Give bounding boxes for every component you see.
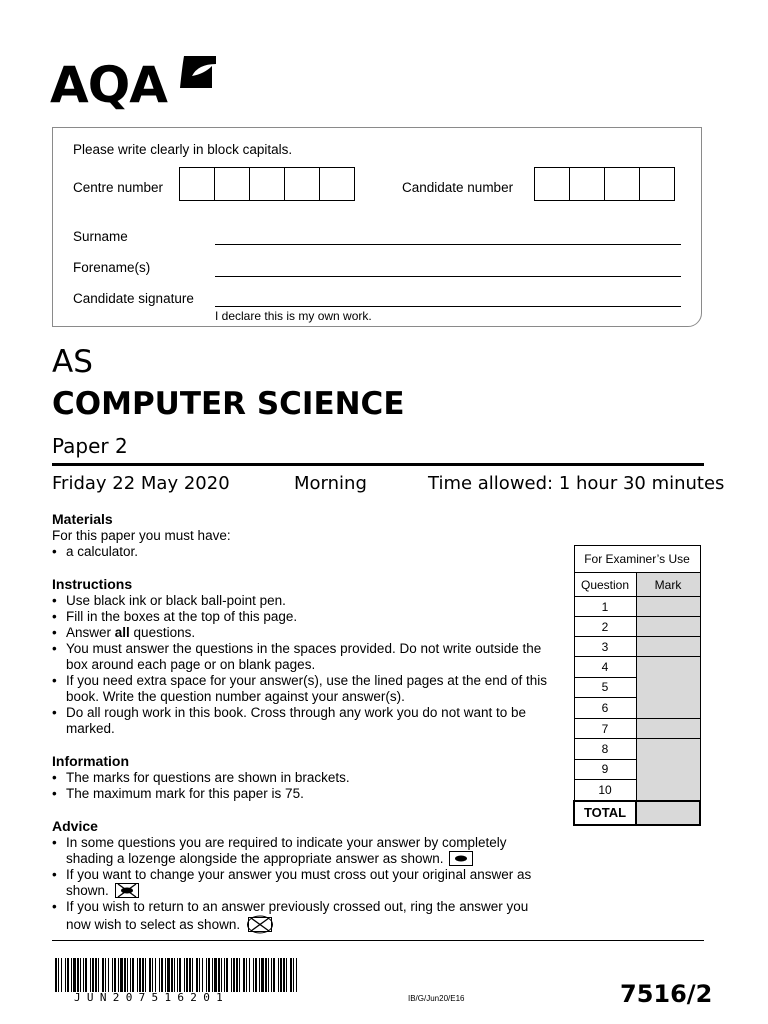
question-number: 8 xyxy=(574,739,636,760)
materials-intro: For this paper you must have: xyxy=(52,528,231,543)
question-number: 2 xyxy=(574,617,636,637)
question-number: 5 xyxy=(574,677,636,698)
title-divider xyxy=(52,463,704,466)
information-list xyxy=(52,770,556,802)
logo-wordmark: AQA xyxy=(50,56,167,114)
materials-heading: Materials xyxy=(52,511,113,527)
list-item: • Fill in the boxes at the top of this page. xyxy=(66,609,558,625)
ringed-lozenge-icon xyxy=(246,915,274,934)
question-column-header: Question xyxy=(574,573,636,597)
examiner-use-table xyxy=(573,545,701,826)
forename-label: Forename(s) xyxy=(73,260,151,275)
information-heading: Information xyxy=(52,753,129,769)
instructions-list xyxy=(52,593,558,737)
declaration-text: I declare this is my own work. xyxy=(215,309,372,323)
question-number: 1 xyxy=(574,597,636,617)
qualification-level: AS xyxy=(52,344,93,380)
footer-divider xyxy=(52,940,704,941)
list-item: • Use black ink or black ball-point pen. xyxy=(66,593,558,609)
crossed-lozenge-icon xyxy=(115,883,139,898)
advice-list xyxy=(52,835,556,934)
list-item: • a calculator. xyxy=(66,544,556,560)
paper-reference: IB/G/Jun20/E16 xyxy=(408,994,465,1003)
candidate-number-label: Candidate number xyxy=(402,180,514,195)
time-allowed: Time allowed: 1 hour 30 minutes xyxy=(428,473,725,494)
mark-cell xyxy=(636,617,700,637)
question-number: 9 xyxy=(574,759,636,780)
list-item: • In some questions you are required to indicate your answer by completely shading a lozenge alongside the appropriate answer as shown. xyxy=(66,835,556,867)
mark-cell xyxy=(636,657,700,719)
signature-label: Candidate signature xyxy=(73,291,194,306)
barcode-image xyxy=(55,958,300,992)
question-number: 4 xyxy=(574,657,636,678)
advice-heading: Advice xyxy=(52,818,98,834)
candidate-number-field[interactable] xyxy=(535,167,675,201)
instructions-heading: Instructions xyxy=(52,576,133,592)
materials-list xyxy=(52,544,556,560)
forename-field[interactable] xyxy=(215,276,681,277)
mark-cell xyxy=(636,739,700,801)
barcode-number: JUN207516201 xyxy=(74,991,230,1004)
question-number: 10 xyxy=(574,780,636,801)
examiner-table-title: For Examiner’s Use xyxy=(574,546,700,573)
shaded-lozenge-icon xyxy=(449,851,473,866)
mark-column-header: Mark xyxy=(636,573,700,597)
list-item: • If you wish to return to an answer previously crossed out, ring the answer you now wish to select as shown. xyxy=(66,899,556,934)
paper-title: Paper 2 xyxy=(52,434,128,458)
question-number: 6 xyxy=(574,698,636,719)
total-mark-cell xyxy=(636,801,700,825)
list-item: • Answer all questions. xyxy=(66,625,558,641)
paper-code: 7516/2 xyxy=(620,980,713,1008)
centre-number-field[interactable] xyxy=(180,167,355,201)
mark-cell xyxy=(636,719,700,739)
exam-date: Friday 22 May 2020 xyxy=(52,473,230,494)
centre-number-label: Centre number xyxy=(73,180,164,195)
list-item: • The marks for questions are shown in brackets. xyxy=(66,770,556,786)
list-item: • The maximum mark for this paper is 75. xyxy=(66,786,556,802)
exam-session: Morning xyxy=(294,473,367,494)
mark-cell xyxy=(636,597,700,617)
aqa-logo xyxy=(50,52,220,114)
list-item: • If you need extra space for your answer(s), use the lined pages at the end of this book. Write the question number against your answer(s). xyxy=(66,673,558,705)
surname-label: Surname xyxy=(73,229,128,244)
list-item: • You must answer the questions in the spaces provided. Do not write outside the box around each page or on blank pages. xyxy=(66,641,558,673)
total-label: TOTAL xyxy=(574,801,636,825)
surname-field[interactable] xyxy=(215,244,681,245)
question-number: 3 xyxy=(574,637,636,657)
subject-title: COMPUTER SCIENCE xyxy=(52,386,405,422)
question-number: 7 xyxy=(574,719,636,739)
logo-flag-icon xyxy=(178,54,218,90)
mark-cell xyxy=(636,637,700,657)
signature-field[interactable] xyxy=(215,306,681,307)
block-capitals-instruction: Please write clearly in block capitals. xyxy=(73,142,293,157)
list-item: • If you want to change your answer you must cross out your original answer as shown. xyxy=(66,867,556,899)
list-item: • Do all rough work in this book. Cross through any work you do not want to be marked. xyxy=(66,705,558,737)
candidate-details-box xyxy=(52,127,702,327)
